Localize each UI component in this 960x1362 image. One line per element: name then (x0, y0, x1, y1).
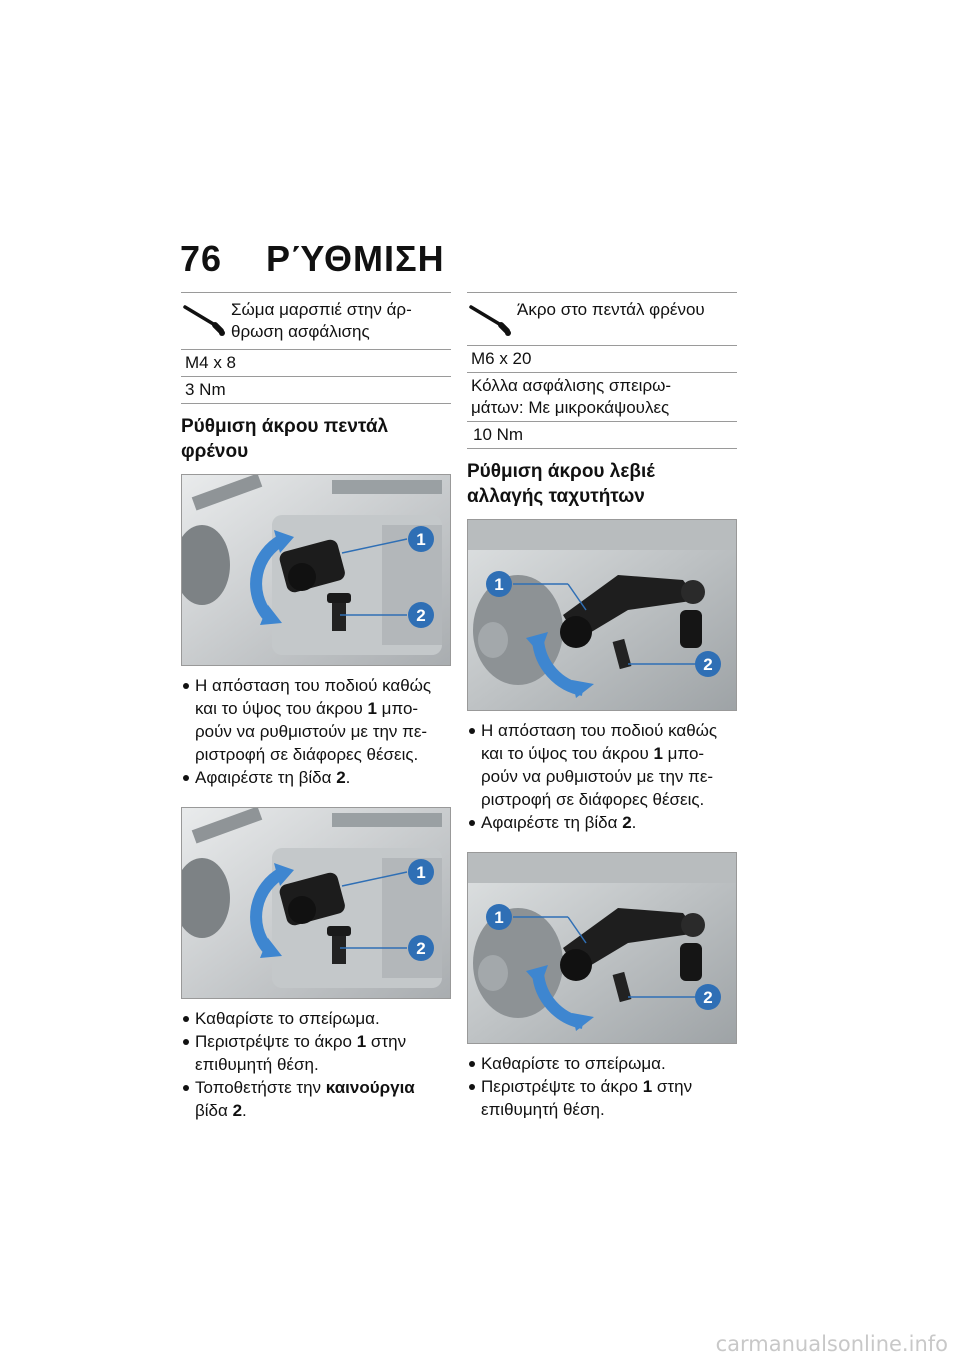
section-title-shift-lever (467, 459, 737, 509)
text: στην (652, 1077, 693, 1096)
text: Καθαρίστε το σπείρωμα. (195, 1009, 380, 1028)
callout-1: 1 (416, 530, 426, 549)
photo-brake-pedal-adjust (181, 474, 451, 666)
ref-number: 2 (622, 813, 632, 832)
spec-title-line: Σώμα μαρσπιέ στην άρ- (231, 300, 412, 319)
watermark: carmanualsonline.info (715, 1332, 948, 1356)
text: . (345, 768, 351, 787)
callout-2: 2 (703, 988, 713, 1007)
callout-2: 2 (416, 606, 426, 625)
illustration-brake-pedal-2 (182, 808, 450, 998)
spec-title-line: Άκρο στο πεντάλ φρένου (517, 300, 705, 319)
text: και το ύψος του άκρου (195, 699, 368, 718)
illustration-brake-pedal (182, 475, 450, 665)
instruction-item (467, 1052, 737, 1075)
text: . (631, 813, 637, 832)
text: μάτων: Με μικροκάψουλες (471, 398, 670, 417)
ref-number: 1 (356, 1032, 367, 1051)
text: βίδα (195, 1101, 233, 1120)
text: μπο- (662, 744, 705, 763)
spec-table-header (181, 293, 451, 350)
instruction-item (181, 1007, 451, 1030)
instruction-list-4 (467, 1052, 737, 1121)
instruction-item (467, 811, 737, 834)
illustration-shift-lever (468, 520, 736, 710)
photo-brake-pedal-screw (181, 807, 451, 999)
spec-table-footrest (181, 292, 451, 404)
text: επιθυμητή θέση. (481, 1100, 605, 1119)
torque-wrench-icon (467, 299, 517, 339)
section-title-brake-pedal (181, 414, 451, 464)
right-column (467, 292, 737, 1121)
spec-row-torque: 3 Nm (181, 377, 451, 404)
ref-number: 2 (232, 1101, 243, 1120)
text: επιθυμητή θέση. (195, 1055, 319, 1074)
spec-title (231, 299, 449, 343)
spec-row-torque: 10 Nm (467, 422, 737, 449)
page-number: 76 (180, 238, 223, 279)
emphasis: καινούργια (325, 1078, 415, 1097)
instruction-item (181, 674, 451, 766)
text: Κόλλα ασφάλισης σπειρω- (471, 376, 672, 395)
left-column (181, 292, 451, 1122)
text: Περιστρέψτε το άκρο (195, 1032, 357, 1051)
text: ριστροφή σε διάφορες θέσεις. (195, 745, 419, 764)
text: και το ύψος του άκρου (481, 744, 654, 763)
instruction-item (467, 1075, 737, 1121)
section-title-line: Ρύθμιση άκρου πεντάλ (181, 416, 389, 437)
ref-number: 1 (653, 744, 663, 763)
page-header (180, 238, 445, 280)
spec-title-line: θρωση ασφάλισης (231, 322, 370, 341)
ref-number: 1 (642, 1077, 653, 1096)
instruction-item (181, 1076, 451, 1122)
callout-1: 1 (494, 908, 504, 927)
text: Περιστρέψτε το άκρο (481, 1077, 643, 1096)
instruction-item (181, 1030, 451, 1076)
text: ρούν να ρυθμιστούν με την πε- (481, 767, 714, 786)
instruction-list-3 (467, 719, 737, 834)
ref-number: 2 (336, 768, 346, 787)
text: ρούν να ρυθμιστούν με την πε- (195, 722, 428, 741)
instruction-item (467, 719, 737, 811)
text: Η απόσταση του ποδιού καθώς (481, 721, 718, 740)
text: . (242, 1101, 247, 1120)
text: Καθαρίστε το σπείρωμα. (481, 1054, 666, 1073)
text: Αφαιρέστε τη βίδα (195, 768, 337, 787)
ref-number: 1 (367, 699, 377, 718)
instruction-item (181, 766, 451, 789)
spec-row-thread: M4 x 8 (181, 350, 451, 377)
spec-table-brake-pedal-tip (467, 292, 737, 449)
photo-shift-lever-adjust (467, 519, 737, 711)
section-title-line: Ρύθμιση άκρου λεβιέ (467, 461, 655, 482)
text: ριστροφή σε διάφορες θέσεις. (481, 790, 705, 809)
section-title-line: αλλαγής ταχυτήτων (467, 486, 645, 507)
section-title-line: φρένου (181, 441, 249, 462)
text: στην (366, 1032, 407, 1051)
text: Τοποθετήστε την (195, 1078, 326, 1097)
text: Η απόσταση του ποδιού καθώς (195, 676, 432, 695)
torque-wrench-icon (181, 299, 231, 339)
text: Αφαιρέστε τη βίδα (481, 813, 623, 832)
photo-shift-lever-screw (467, 852, 737, 1044)
callout-2: 2 (703, 655, 713, 674)
callout-1: 1 (416, 863, 426, 882)
callout-2: 2 (416, 939, 426, 958)
chapter-title: ΡΎΘΜΙΣΗ (266, 238, 445, 279)
spec-row-adhesive (467, 373, 737, 422)
spec-row-thread: M6 x 20 (467, 346, 737, 373)
spec-table-header (467, 293, 737, 346)
instruction-list-2 (181, 1007, 451, 1122)
spec-title (517, 299, 735, 321)
instruction-list-1 (181, 674, 451, 789)
text: μπο- (376, 699, 419, 718)
illustration-shift-lever-2 (468, 853, 736, 1043)
callout-1: 1 (494, 575, 504, 594)
